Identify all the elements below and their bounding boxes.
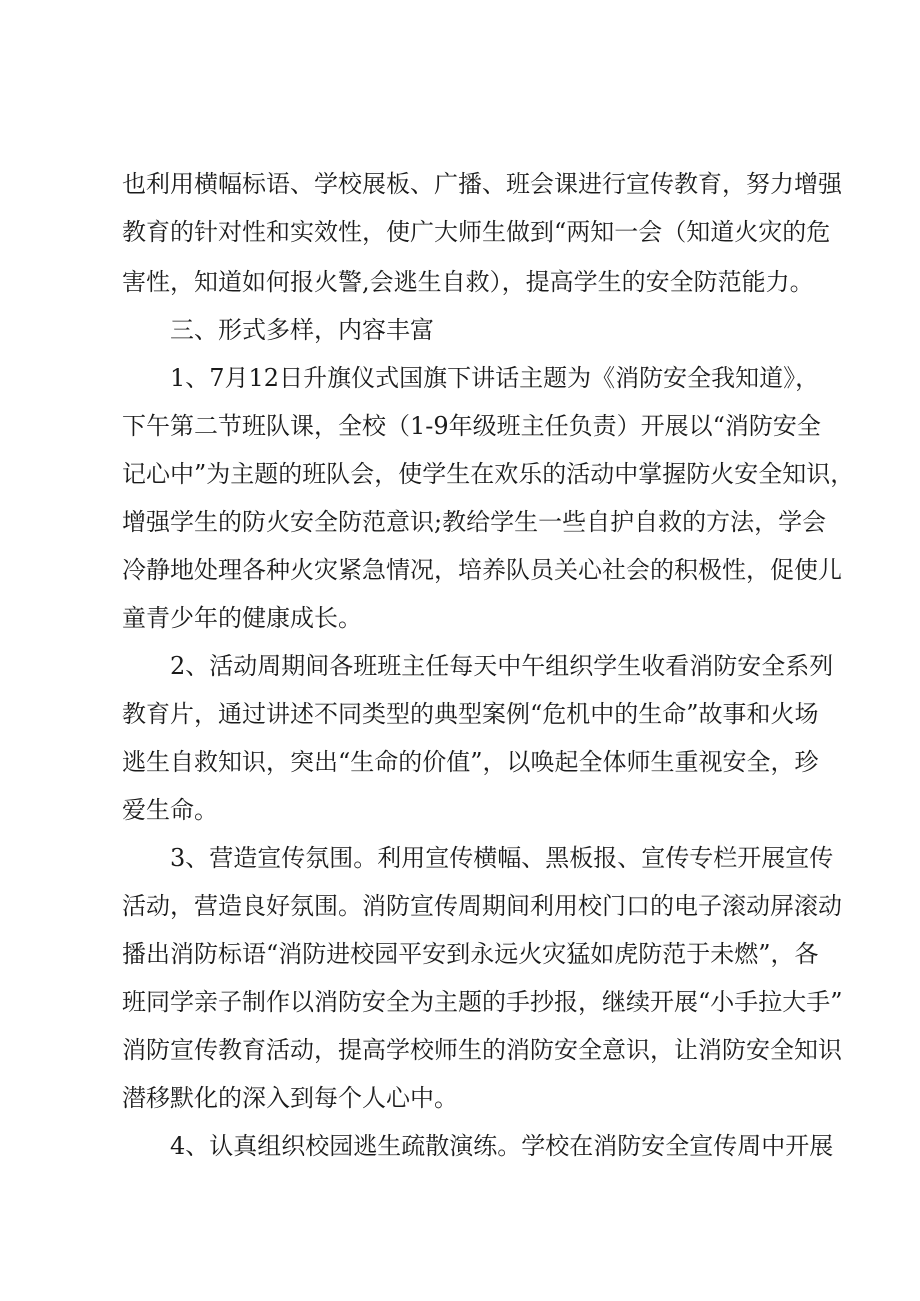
text-line: 1、7月12日升旗仪式国旗下讲话主题为《消防安全我知道》，	[170, 364, 820, 392]
text-line: 潜移默化的深入到每个人心中。	[122, 1084, 458, 1112]
text-line: 4、认真组织校园逃生疏散演练。学校在消防安全宣传周中开展	[170, 1132, 834, 1160]
text-line: 班同学亲子制作以消防安全为主题的手抄报，继续开展“小手拉大手”	[122, 988, 843, 1016]
text-line: 播出消防标语“消防进校园平安到永远火灾猛如虎防范于未燃”，各	[122, 940, 819, 968]
text-line: 下午第二节班队课，全校（1-9年级班主任负责）开展以“消防安全	[122, 412, 821, 440]
section-heading: 三、形式多样，内容丰富	[170, 316, 434, 344]
text-line: 消防宣传教育活动，提高学校师生的消防安全意识，让消防安全知识	[122, 1036, 842, 1064]
text-line: 教育片，通过讲述不同类型的典型案例“危机中的生命”故事和火场	[122, 700, 819, 728]
text-line: 也利用横幅标语、学校展板、广播、班会课进行宣传教育，努力增强	[122, 170, 842, 198]
text-line: 冷静地处理各种火灾紧急情况，培养队员关心社会的积极性，促使儿	[122, 556, 842, 584]
text-line: 记心中”为主题的班队会，使学生在欢乐的活动中掌握防火安全知识，	[122, 460, 855, 488]
text-line: 逃生自救知识，突出“生命的价值”，以唤起全体师生重视安全，珍	[122, 748, 819, 776]
text-line: 害性，知道如何报火警,会逃生自救），提高学生的安全防范能力。	[122, 268, 814, 296]
text-line: 3、营造宣传氛围。利用宣传横幅、黑板报、宣传专栏开展宣传	[170, 844, 834, 872]
text-line: 2、活动周期间各班班主任每天中午组织学生收看消防安全系列	[170, 652, 834, 680]
text-line: 童青少年的健康成长。	[122, 604, 362, 632]
text-line: 活动，营造良好氛围。消防宣传周期间利用校门口的电子滚动屏滚动	[122, 892, 842, 920]
text-line: 爱生命。	[122, 796, 218, 824]
text-line: 教育的针对性和实效性，使广大师生做到“两知一会（知道火灾的危	[122, 218, 831, 246]
text-line: 增强学生的防火安全防范意识;教给学生一些自护自救的方法，学会	[122, 508, 827, 536]
